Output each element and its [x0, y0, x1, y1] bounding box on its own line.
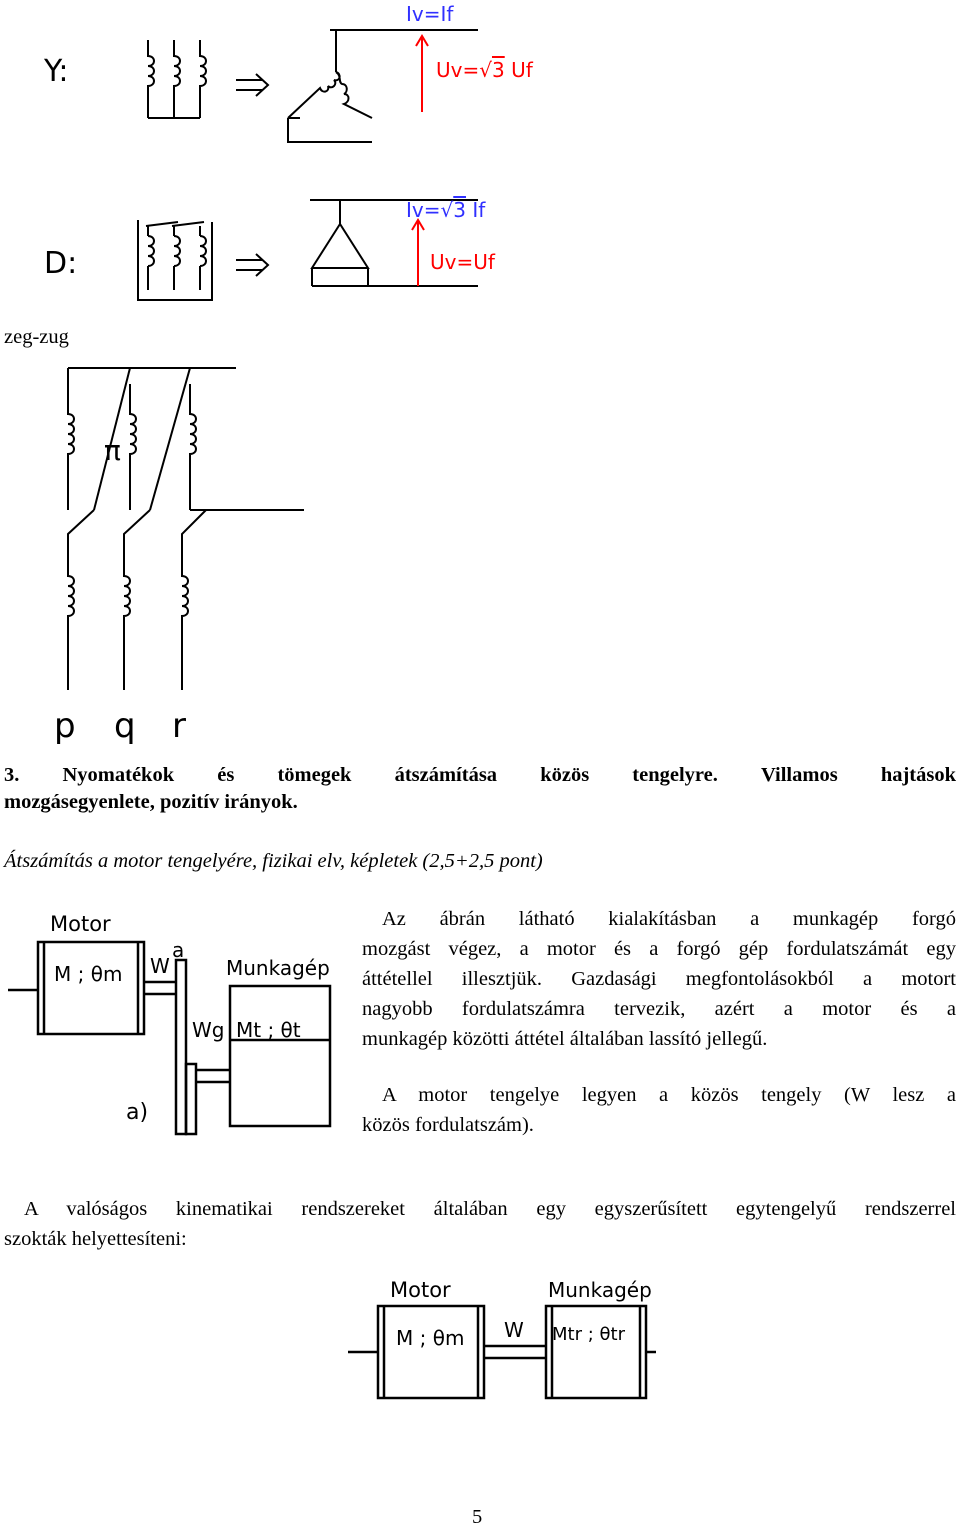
figure-b-motor-label: Motor [390, 1278, 451, 1302]
sqrt-symbol: √ [479, 58, 492, 82]
paragraph-line: szokták helyettesíteni: [4, 1228, 187, 1250]
figure-d-current [406, 198, 485, 222]
figure-y-voltage [436, 58, 533, 82]
figure-b-diagram [320, 1290, 660, 1430]
figure-b-motor-params: M ; θm [396, 1326, 465, 1350]
figure-y-sqrt-digit: 3 [491, 58, 505, 82]
heading-word: és [217, 764, 235, 786]
zigzag-diagram [0, 360, 960, 760]
section-heading-line1 [4, 760, 956, 790]
zigzag-terminal-q: q [114, 706, 136, 746]
figure-y-voltage-prefix: Uv= [436, 58, 480, 82]
heading-word: Villamos [761, 764, 838, 786]
zigzag-terminal-r: r [172, 706, 186, 746]
section-subtitle: Átszámítás a motor tengelyére, fizikai elv, képletek (2,5+2,5 pont) [4, 850, 543, 872]
section-heading-line2: mozgásegyenlete, pozitív irányok. [4, 791, 298, 813]
sqrt-symbol: √ [440, 198, 454, 222]
paragraph-line: A valóságos kinematikai rendszereket általában egy egyszerűsített egytengelyű rendszerrel [24, 1198, 956, 1220]
figure-d-current-prefix: Iv= [406, 198, 441, 222]
figure-a-munkagep-params: Mt ; θt [236, 1018, 301, 1042]
figure-b-munkagep-label: Munkagép [548, 1278, 652, 1302]
figure-d-voltage: Uv=Uf [430, 250, 495, 274]
paragraph-line: munkagép közötti áttétel általában lassító jellegű. [362, 1028, 768, 1050]
paragraph-line: mozgást végez, a motor és a forgó gép fordulatszámát egy [362, 938, 956, 960]
paragraph-line: Az ábrán látható kialakításban a munkagép forgó [382, 908, 956, 930]
figure-a-w-label: W [150, 954, 170, 978]
figure-y-current: Iv=If [406, 2, 454, 26]
figure-b-munkagep-params: Mtr ; θtr [552, 1324, 625, 1345]
zigzag-label: zeg-zug [4, 326, 69, 348]
paragraph-line: nagyobb fordulatszámra tervezik, azért a motor és a [362, 998, 956, 1020]
section-number: 3. [4, 764, 20, 786]
heading-word: tömegek [277, 764, 352, 786]
paragraph-1 [362, 904, 956, 1054]
figure-a-caption: a) [126, 1100, 149, 1125]
figure-d-current-suffix: If [465, 198, 486, 222]
figure-y-label: Y: [44, 54, 69, 89]
paragraph-line: áttétellel illesztjük. Gazdasági megfontolásokból a motort [362, 968, 956, 990]
heading-word: tengelyre. [632, 764, 718, 786]
figure-y-voltage-suffix: Uf [504, 58, 533, 82]
figure-a-motor-label: Motor [50, 912, 111, 936]
figure-d-label: D: [44, 246, 78, 281]
paragraph-line: A motor tengelye legyen a közös tengely (W lesz a [382, 1084, 956, 1106]
heading-word: hajtások [880, 764, 956, 786]
zigzag-pi: π [104, 434, 121, 467]
heading-word: Nyomatékok [62, 764, 175, 786]
section-heading [4, 760, 956, 814]
figure-d-sqrt-digit: 3 [453, 198, 466, 222]
heading-word: átszámítása [394, 764, 498, 786]
zigzag-terminal-p: p [54, 706, 76, 746]
paragraph-3 [4, 1194, 956, 1254]
figure-b-w-label: W [504, 1318, 524, 1342]
figure-a-motor-params: M ; θm [54, 962, 123, 986]
page-number: 5 [472, 1506, 483, 1528]
heading-word: közös [540, 764, 590, 786]
paragraph-line: közös fordulatszám). [362, 1114, 534, 1136]
figure-a-a-label: a [172, 938, 185, 962]
figure-a-wg-label: Wg [192, 1018, 225, 1042]
paragraph-2 [362, 1080, 956, 1140]
figure-a-munkagep-label: Munkagép [226, 956, 330, 980]
